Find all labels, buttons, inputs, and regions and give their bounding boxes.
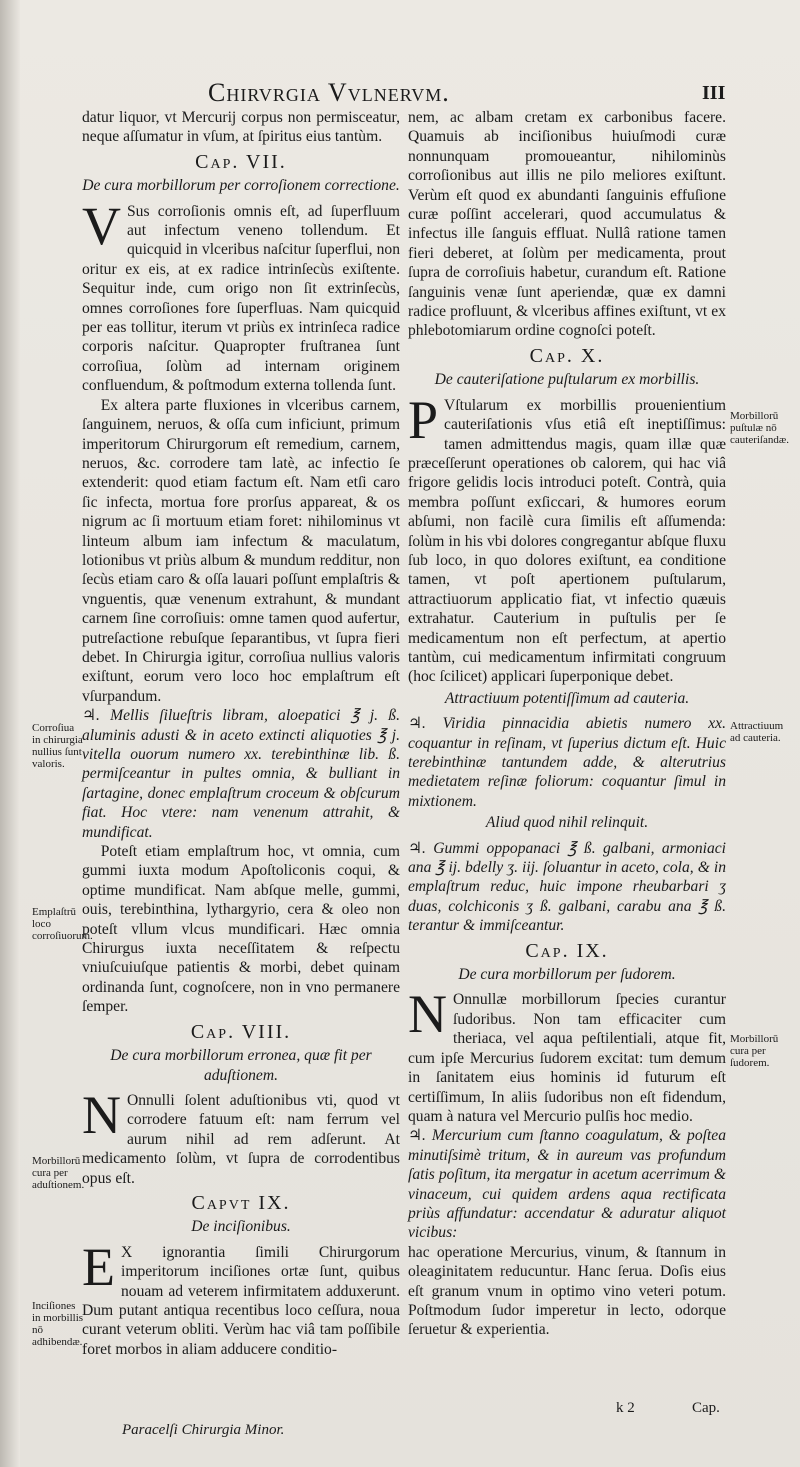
chapter-heading: Cap. VIII.	[190, 1020, 292, 1043]
paragraph: Ex altera parte fluxiones in vlceribus carnem, ſanguinem, neruos, & oſſa cum inficiunt, primum imperitorum Chirurgorum eſt remedium, carnem, neruos, &c. corrodere tam latè, ac infectio ſe extenderit: quod etiam factum eſt. Nam etſi caro ſic infecta, mortua fore prorſus appareat, & os nigrum ac ſi mortuum etiam foret: nihilominus vt linteum album iam infectum & maculatum, lotionibus vt priùs album & mundum redditur, non ſecùs etiam caro & oſſa lauari poſſunt emplaſtris & vnguentis, quæ venenum extrahunt, & mundant carnem ſine corroſiuis: omne tamen quod aufertur, putreſactione rebuſque ſeparantibus, vt ſupra fieri debet. In Chirurgia igitur, corroſiua nullius valoris exiſtunt, eorum vero loco hoc emplaſtrum eſt vſurpandum.	[82, 396, 400, 705]
recipe-title: Attractiuum potentiſſimum ad cauteria.	[444, 689, 690, 707]
paragraph: V Sus corroſionis omnis eſt, ad ſuperfluum aut infectum veneno tollendum. Et quicquid in vlceribus naſcitur ſuperflui, non oritur ex eis, at ex radice intrinſecùs exiſtente. Sequitur inde, cum origo non ſit extrinſecùs, omnes corroſiones fore ſuperfluas. Nam quicquid per eas tollitur, iterum vt priùs ex intrinſeca radice corporis naſcitur. Quapropter fruſtranea ſunt corroſiua, ſolùm ad internam originem confluendum, & poſtmodum externa tollenda ſunt.	[82, 195, 400, 395]
page-number: III	[702, 82, 726, 104]
left-column	[82, 108, 400, 1359]
recipe: ♃. Mercurium cum ſtanno coagulatum, & poſtea minutiſsimè tritum, & in aureum vas profundum ſatis poſitum, ita mergatur in acetum acerrimum & vinaceum, cui quidem ardens aqua rectificata priùs affundatur: accendatur & aduratur aliquot vicibus:	[408, 1127, 726, 1242]
margin-note: Morbillorū cura per ſudorem.	[730, 1033, 779, 1069]
margin-note: Morbillorū puſtulæ nō cauteriſandæ.	[730, 410, 789, 446]
paragraph: N Onnulli ſolent aduſtionibus vti, quod vt corrodere fatuum eſt: nam ferrum vel aurum nihil ad rem adſerunt. At medicamento ſolùm, vt ſupra de corrodentibus opus eſt.	[82, 1084, 400, 1187]
footer-title: Paracelſi Chirurgia Minor.	[122, 1422, 285, 1438]
chapter-subtitle: De cura morbillorum erronea, quæ fit per aduſtionem.	[110, 1047, 372, 1084]
paragraph: Poteſt etiam emplaſtrum hoc, vt omnia, cum gummi iuxta modum Apoſtoliconis coqui, & optime mundificat. Nam abſque melle, gummi, ouis, terebinthina, lythargyrio, cera & oleo non poteſt vllum vlcus mundificari. Hæc omnia Chirurgus iuxta neceſſitatem & reſpectu vniuſcuiuſque patientis & morbi, debet quinam ordinanda ſunt, cognoſcere, non in vno permanere ſemper.	[82, 843, 400, 1016]
chapter-heading: Cap. VII.	[195, 150, 287, 173]
recipe: ♃. Gummi oppopanaci ℥ ß. galbani, armoniaci ana ℥ ij. bdelly ʒ. iij. ſoluantur in aceto, cola, & in emplaſtrum reduc, huic impone rheubarbari ʒ duas, colchiconis ʒ ß. galbani, carabu ana ℥ ß. terantur & immiſceantur.	[408, 839, 726, 935]
chapter-subtitle: De cauteriſatione puſtularum ex morbillis.	[434, 371, 700, 389]
right-column	[408, 108, 726, 1340]
paragraph: P Vſtularum ex morbillis prouenientium cauteriſationis vſus etiâ eſt ineptiſſimus: tamen admittendus magis, quam illæ quæ præceſſerunt operationes ob calorem, qui hac viâ frigore gelidis locis introduci poteſt. Contrà, quia membra poſſunt exſiccari, & humores eorum abſumi, non facilè cura ſimilis eſt aſſumenda: ſolùm in his vbi dolores congregantur abſque fluxu ſub loco, in quo dolores exiſtunt, ea conditione tamen, vt poſt apertionem puſtularum, attractiuorum applicatio fiat, vt infectio quæuis extrahatur. Cauterium in puſtulis per ſe medicamentum non eſt perfectum, at apertio tantùm, cui medicamentum infirmitati congruum (hoc ſcilicet) applicari ſuperponique debet.	[408, 389, 726, 686]
drop-cap: E	[82, 1236, 115, 1297]
catchword: Cap.	[692, 1400, 720, 1416]
margin-note: Inciſiones in morbillis nō adhibendæ.	[32, 1300, 84, 1348]
margin-note: Emplaſtrū loco corroſiuorum.	[32, 906, 93, 942]
recipe-title: Aliud quod nihil relinquit.	[485, 814, 649, 832]
chapter-subtitle: De cura morbillorum per ſudorem.	[458, 966, 676, 984]
recipe: ♃. Mellis ſilueſtris libram, aloepatici ℥ j. ß. aluminis adusti & in aceto extincti aliquoties ℥ j. vitella ouorum numero xx. terebinthinæ lib. ß. permiſceantur in pultes omnia, & bulliant in ſartagine, donec emplaſtrum croceum & obſcurum fiat. Hoc vtere: nam venenum attrahit, & mundificat.	[82, 707, 400, 841]
paragraph: N Onnullæ morbillorum ſpecies curantur ſudoribus. Non tam efficaciter cum theriaca, vel aqua peſtilentiali, atque fit, cum ipſe Mercurius ſudorem excitat: tum demum in ſanitatem eius hominis id futurum eſt certiſſimum, In aliis ſudoribus non eſt fidendum, quam à natura vel Mercurio pulſis hoc medio.	[408, 984, 726, 1125]
margin-note: Morbillorū cura per aduſtionem.	[32, 1155, 85, 1191]
binding-shadow	[0, 0, 20, 1467]
paragraph: datur liquor, vt Mercurij corpus non permisceatur, neque aſſumatur in vſum, at ſpiritus eius tantùm.	[82, 109, 400, 146]
chapter-heading: Cap. IX.	[525, 939, 609, 962]
margin-note: Attractiuum ad cauteria.	[730, 720, 784, 744]
margin-note: Corroſiua in chirurgia nullius ſunt valoris.	[32, 722, 83, 770]
paragraph: hac operatione Mercurius, vinum, & ſtannum in oleaginitatem reducuntur. Hanc ſerua. Doſis eius eſt granum vnum in optimo vino veteri potum. Poſtmodum ſudor imperetur in lecto, odorque ſeruetur & experientia.	[408, 1243, 726, 1339]
chapter-heading: Capvt IX.	[191, 1191, 291, 1214]
paragraph: nem, ac albam cretam ex carbonibus facere. Quamuis ab inciſionibus huiuſmodi curæ nonnunquam promoueantur, nihilominùs corroſionibus aut illis ne pilo meliores exiſtunt. Verùm eſt quod ex abundanti ſanguinis effuſione curæ poſſint accelerari, quod accumulatus & infectus ille ſanguis effluat. Nullâ ratione tamen fieri deberet, at ſolùm per medicamenta, prout ſupra de corroſiuis habetur, curandum eſt. Ratione ſanguinis venæ ſunt aperiendæ, quæ ex damni radice profluunt, & vlceribus affines exiſtunt, vt ex phlebotomiarum ordine cognoſci poteſt.	[408, 109, 726, 340]
chapter-heading: Cap. X.	[529, 344, 605, 367]
drop-cap: N	[408, 984, 447, 1045]
signature-mark: k 2	[616, 1400, 635, 1416]
drop-cap: V	[82, 195, 121, 256]
paragraph: E X ignorantia ſimili Chirurgorum imperitorum inciſiones ortæ ſunt, quibus nouam ad veterem infirmitatem adduxerunt. Dum putant antiqua recentibus loco ceſſura, noua curant veterum obliti. Verùm hac viâ tam poſſibile foret morbos in aliam adducere conditio-	[82, 1236, 400, 1358]
chapter-subtitle: De inciſionibus.	[191, 1218, 291, 1236]
drop-cap: P	[408, 389, 439, 450]
running-title: Chirvrgia Vvlnervm.	[208, 78, 450, 107]
recipe: ♃. Viridia pinnacidia abietis numero xx. coquantur in reſinam, vt ſuperius dictum eſt. Huic terebinthinæ tantundem adde, & alterutrius medietatem reſinæ foliorum: coquantur ſimul in mixtionem.	[408, 715, 726, 810]
chapter-subtitle: De cura morbillorum per corroſionem correctione.	[82, 177, 400, 195]
drop-cap: N	[82, 1084, 121, 1145]
